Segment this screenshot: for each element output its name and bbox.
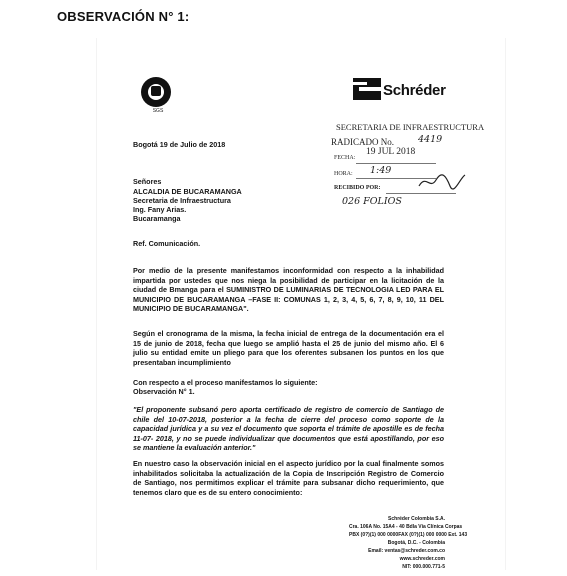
footer-address: Cra. 106A No. 15A4 - 40 Bdla Vía Clínica Corpas <box>349 524 463 530</box>
page-heading: OBSERVACIÓN N° 1: <box>57 9 190 24</box>
footer-email: Email: ventas@schreder.com.co <box>368 548 445 554</box>
reference: Ref. Comunicación. <box>133 239 201 248</box>
stamp-radicado-number: 4419 <box>418 134 443 145</box>
footer-company: Schréder Colombia S.A. <box>388 516 445 522</box>
recipient-line-2: ALCALDIA DE BUCARAMANGA <box>133 187 242 196</box>
schreder-mark-icon <box>353 78 381 100</box>
stamp-fecha-label: FECHA: <box>334 155 356 161</box>
recipient-line-4: Ing. Fany Arias. <box>133 205 187 214</box>
signature-scribble <box>416 172 468 192</box>
schreder-logo <box>353 77 457 103</box>
schreder-wordmark: Schréder <box>383 82 446 99</box>
stamp-hora-label: HORA: <box>334 171 353 177</box>
footer-phone: PBX (0?)(1) 000 0000FAX (0?)(1) 000 0000 Ext. 143 <box>349 532 468 538</box>
letter-date: Bogotá 19 de Julio de 2018 <box>133 140 226 149</box>
sgs-mark-icon <box>151 86 161 96</box>
sgs-logo <box>138 77 184 119</box>
footer-city: Bogotá, D.C. - Colombia <box>387 540 445 546</box>
paragraph-1: Por medio de la presente manifestamos inconformidad con respecto a la inhabilidad impartida por ustedes que nos niega la posibilidad de participar en la licitación de la ciudad de Bmanga para el SUMINISTRO DE LUMINARIAS DE TECNOLOGIA LED PARA EL MUNICIPIO DE BUCARAMANGA –FASE II: COMUNAS 1, 2, 3, 4, 5, 6, 7, 8, 9, 10, 11 DEL MUNICIPIO DE BUCARAMANGA". <box>133 266 444 314</box>
stamp-radicado-label: RADICADO No. <box>331 137 394 147</box>
sgs-logo-text: SGS <box>152 108 164 114</box>
stamp-folios: 026 FOLIOS <box>342 196 402 207</box>
stamp-fecha-value: 19 JUL 2018 <box>366 147 416 157</box>
paragraph-2: Según el cronograma de la misma, la fecha inicial de entrega de la documentación era el 15 de junio de 2018, fecha que luego se amplió hasta el 25 de junio del mismo año. El 6 julio su entidad emite un pliego para que los oferentes subsanen los puntos en los que presentaban incumplimiento <box>133 329 444 367</box>
recipient-line-5: Bucaramanga <box>133 214 181 223</box>
footer-web: www.schreder.com <box>399 556 445 562</box>
quoted-observation: "El proponente subsanó pero aporta certificado de registro de comercio de Santiago de chile del 10-07-2018, posterior a la fecha de cierre del proceso como soporte de la capacidad jurídica y a su vez el documento que soporta el trámite de apostille es de fecha 11-07- 2018, y no se puede individualizar que documentos que está apostillando, por eso se mantiene la evaluación anterior." <box>133 405 444 453</box>
paragraph-4: En nuestro caso la observación inicial en el aspecto jurídico por la cual finalmente somos inhabilitados solicitaba la actualización de la Copia de Inscripción Registro de Comercio de Santiago, nos permitimos explicar el trámite para subsanar dicho requerimiento, que tenemos claro que es de su entero conocimiento: <box>133 459 444 497</box>
footer-nit: NIT: 000.000.771-5 <box>402 564 445 570</box>
stamp-hora-value: 1:49 <box>370 165 392 176</box>
stamp-recibido-label: RECIBIDO POR: <box>334 185 381 191</box>
recipient-line-1: Señores <box>133 177 162 186</box>
stamp-office: SECRETARIA DE INFRAESTRUCTURA <box>336 122 485 132</box>
paragraph-3b: Observación N° 1. <box>133 387 195 396</box>
recipient-line-3: Secretaria de Infraestructura <box>133 196 231 205</box>
paragraph-3a: Con respecto a el proceso manifestamos lo siguiente: <box>133 378 318 387</box>
